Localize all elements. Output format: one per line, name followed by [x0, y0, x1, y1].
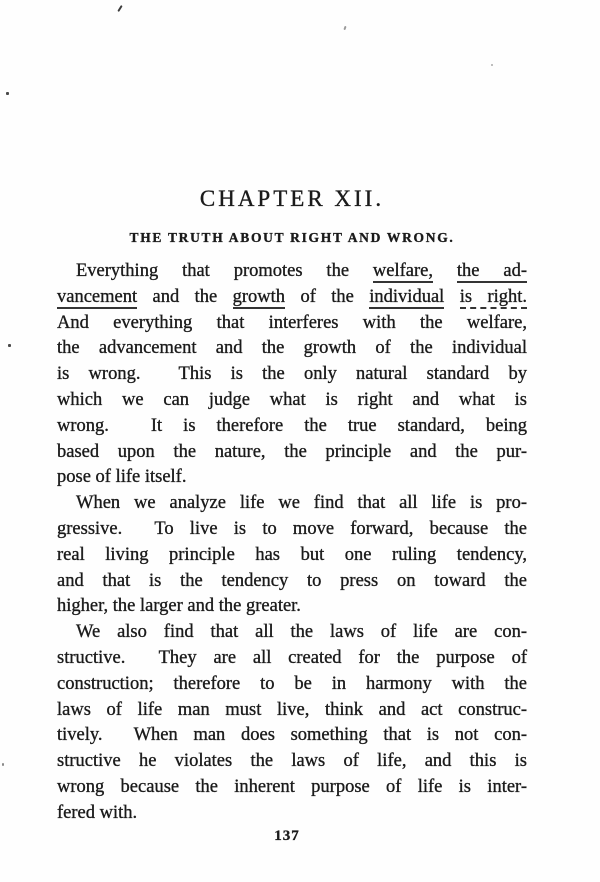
pencil-underline: individual: [369, 286, 445, 307]
text-line: [57, 517, 527, 543]
text-segment: We also find that all the laws of life are con-: [76, 622, 527, 643]
text-segment: based upon the nature, the principle and the pur-: [57, 441, 527, 462]
text-line: [57, 569, 527, 595]
scan-speck: [8, 344, 11, 347]
chapter-title: CHAPTER XII.: [199, 186, 385, 211]
body-text: [57, 259, 527, 827]
text-segment: fered with.: [57, 802, 138, 823]
paragraph: [57, 491, 527, 620]
pencil-underline: welfare,: [372, 261, 433, 281]
text-line: [57, 362, 527, 388]
text-segment: laws of life man must live, think and act construc-: [57, 699, 527, 720]
text-segment: which we can judge what is right and what is: [57, 389, 527, 410]
text-line: [57, 749, 527, 775]
text-line: [57, 723, 527, 749]
text-line: [57, 465, 527, 491]
text-line: [57, 311, 527, 337]
text-segment: When we analyze life we find that all life is pro-: [76, 493, 527, 514]
text-line: [57, 440, 527, 466]
text-line: [57, 801, 527, 827]
text-line: [57, 620, 527, 646]
text-segment: construction; therefore to be in harmony with the: [57, 673, 527, 694]
text-line: [57, 285, 527, 311]
text-line: [57, 259, 527, 285]
pencil-underline: growth: [232, 286, 286, 307]
paragraph: [57, 620, 527, 826]
text-line: [57, 336, 527, 362]
pencil-underline: the ad-: [456, 261, 527, 281]
section-title: THE TRUTH ABOUT RIGHT AND WRONG.: [129, 230, 455, 245]
text-segment: [433, 261, 457, 281]
text-segment: And everything that interferes with the welfare,: [57, 312, 527, 333]
text-segment: and that is the tendency to press on toward the: [57, 570, 527, 591]
text-segment: and the: [137, 286, 233, 307]
text-line: [57, 414, 527, 440]
text-line: [57, 775, 527, 801]
paragraph: [57, 259, 527, 491]
text-segment: tively. When man does something that is not con-: [57, 725, 527, 746]
text-line: [57, 646, 527, 672]
scan-speck: [6, 92, 9, 95]
text-line: [57, 491, 527, 517]
pencil-underline: is right.: [459, 286, 528, 307]
scan-speck: [343, 26, 346, 30]
text-line: [57, 698, 527, 724]
scan-speck: [117, 5, 122, 12]
text-segment: Everything that promotes the: [76, 261, 373, 281]
text-segment: the advancement and the growth of the individual: [57, 338, 527, 359]
text-line: [57, 594, 527, 620]
scan-speck: [491, 64, 493, 66]
text-segment: is wrong. This is the only natural standard by: [57, 364, 527, 385]
text-segment: [444, 287, 459, 307]
scan-speck: [2, 763, 4, 766]
text-line: [57, 672, 527, 698]
text-segment: structive he violates the laws of life, and this is: [57, 751, 527, 772]
text-segment: real living principle has but one ruling tendency,: [57, 544, 527, 565]
text-segment: wrong. It is therefore the true standard, being: [57, 415, 527, 436]
text-segment: higher, the larger and the greater.: [57, 596, 301, 617]
text-line: [57, 388, 527, 414]
text-segment: structive. They are all created for the purpose of: [57, 647, 527, 668]
text-segment: wrong because the inherent purpose of life is inter-: [57, 776, 527, 797]
page-number: 137: [274, 828, 300, 844]
text-segment: of the: [285, 286, 370, 307]
text-segment: gressive. To live is to move forward, because the: [57, 518, 527, 539]
text-segment: pose of life itself.: [57, 467, 187, 488]
text-line: [57, 543, 527, 569]
pencil-underline: vancement: [57, 286, 138, 307]
